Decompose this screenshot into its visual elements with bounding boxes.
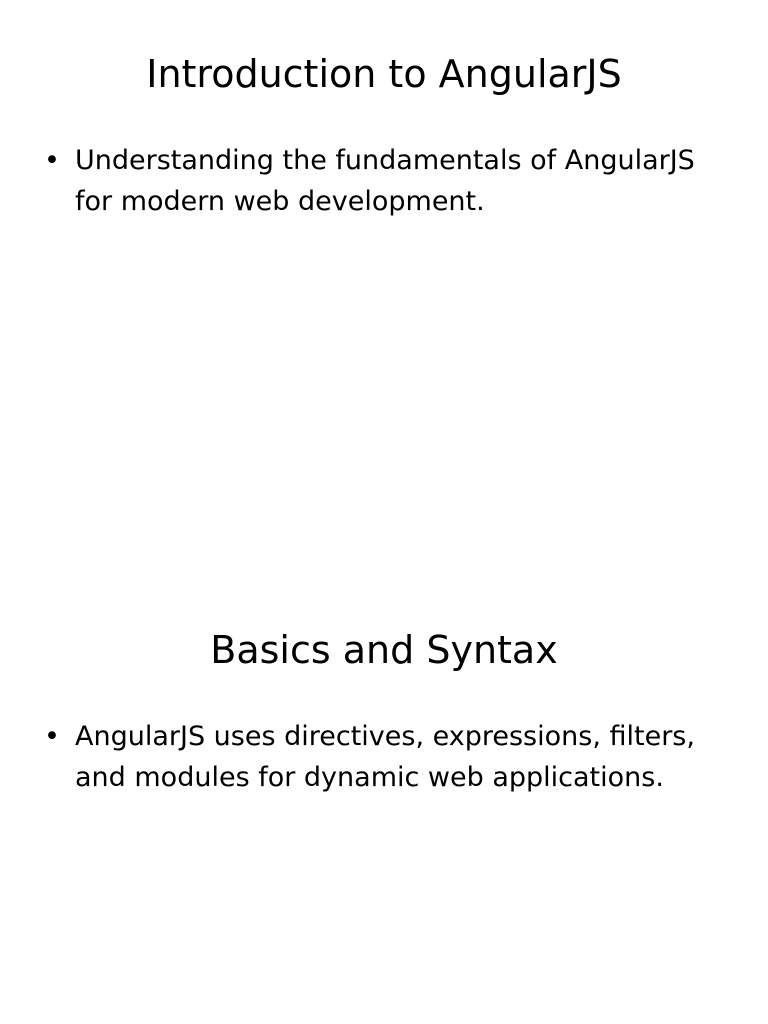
slide-1-bullet-item	[44, 140, 734, 222]
slide-1-title: Introduction to AngularJS	[146, 52, 622, 96]
bullet-icon: •	[44, 145, 60, 176]
slide-1-bullet-list	[44, 140, 734, 222]
bullet-icon: •	[44, 721, 60, 752]
slide-2-bullet-item	[44, 716, 734, 798]
slide-2-title: Basics and Syntax	[210, 628, 558, 672]
slide-2-bullet-list	[44, 716, 734, 798]
slide-1-bullet-text: Understanding the fundamentals of AngularJS for modern web development.	[75, 145, 695, 217]
slide-2-bullet-text: AngularJS uses directives, expressions, filters, and modules for dynamic web applications.	[75, 721, 695, 793]
